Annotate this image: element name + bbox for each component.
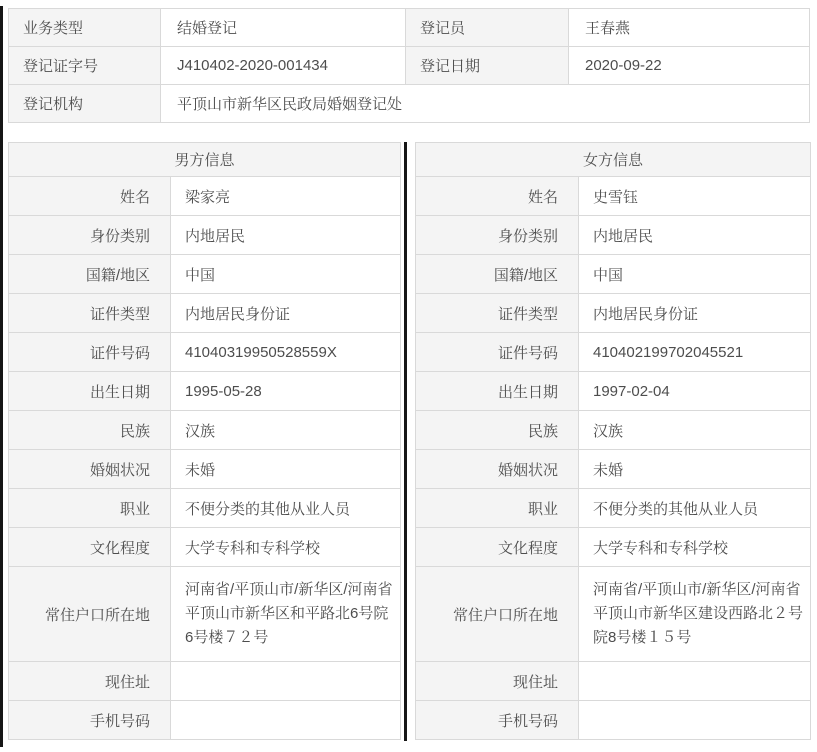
table-row — [9, 85, 810, 123]
field-value: 大学专科和专科学校 — [171, 528, 401, 567]
field-label: 手机号码 — [9, 701, 171, 740]
authority-value: 平顶山市新华区民政局婚姻登记处 — [161, 85, 810, 123]
table-row — [9, 47, 810, 85]
registrar-label: 登记员 — [406, 9, 569, 47]
table-row — [9, 372, 401, 411]
business-type-value: 结婚登记 — [161, 9, 406, 47]
table-row — [416, 450, 811, 489]
date-label: 登记日期 — [406, 47, 569, 85]
table-row — [416, 294, 811, 333]
table-row — [9, 177, 401, 216]
field-label: 职业 — [9, 489, 171, 528]
field-label: 出生日期 — [416, 372, 579, 411]
table-row — [416, 372, 811, 411]
table-row — [9, 662, 401, 701]
field-label: 婚姻状况 — [9, 450, 171, 489]
registrar-value: 王春燕 — [569, 9, 810, 47]
table-row — [9, 294, 401, 333]
table-row — [9, 489, 401, 528]
business-type-label: 业务类型 — [9, 9, 161, 47]
field-label: 文化程度 — [416, 528, 579, 567]
field-label: 证件类型 — [9, 294, 171, 333]
field-value: 1995-05-28 — [171, 372, 401, 411]
field-value — [171, 662, 401, 701]
field-label: 证件号码 — [9, 333, 171, 372]
female-table-title: 女方信息 — [416, 143, 811, 177]
date-value: 2020-09-22 — [569, 47, 810, 85]
field-label: 身份类别 — [9, 216, 171, 255]
field-label: 现住址 — [416, 662, 579, 701]
field-value: 中国 — [171, 255, 401, 294]
field-value: 汉族 — [579, 411, 811, 450]
field-label: 出生日期 — [9, 372, 171, 411]
table-row — [9, 450, 401, 489]
field-value: 河南省/平顶山市/新华区/河南省平顶山市新华区建设西路北２号院8号楼１５号 — [579, 567, 811, 662]
table-row — [9, 216, 401, 255]
registration-summary-table — [8, 8, 810, 123]
table-row — [416, 528, 811, 567]
field-value: 梁家亮 — [171, 177, 401, 216]
field-value: 41040319950528559X — [171, 333, 401, 372]
field-label: 婚姻状况 — [416, 450, 579, 489]
field-label: 国籍/地区 — [416, 255, 579, 294]
field-value: 内地居民 — [579, 216, 811, 255]
table-row — [9, 255, 401, 294]
left-edge-line — [0, 6, 3, 747]
field-label: 常住户口所在地 — [9, 567, 171, 662]
field-value: 内地居民 — [171, 216, 401, 255]
field-label: 职业 — [416, 489, 579, 528]
field-value: 1997-02-04 — [579, 372, 811, 411]
field-label: 手机号码 — [416, 701, 579, 740]
field-value: 河南省/平顶山市/新华区/河南省平顶山市新华区和平路北6号院6号楼７２号 — [171, 567, 401, 662]
field-value: 不便分类的其他从业人员 — [171, 489, 401, 528]
table-header-row — [416, 143, 811, 177]
table-row — [416, 216, 811, 255]
field-value — [579, 662, 811, 701]
cert-no-label: 登记证字号 — [9, 47, 161, 85]
table-row — [416, 567, 811, 662]
female-info-table — [415, 142, 811, 740]
table-row — [9, 411, 401, 450]
authority-label: 登记机构 — [9, 85, 161, 123]
field-value: 史雪钰 — [579, 177, 811, 216]
table-row — [9, 9, 810, 47]
male-info-table — [8, 142, 401, 740]
field-label: 文化程度 — [9, 528, 171, 567]
table-row — [9, 701, 401, 740]
field-value: 未婚 — [171, 450, 401, 489]
table-row — [416, 255, 811, 294]
field-value: 大学专科和专科学校 — [579, 528, 811, 567]
field-label: 身份类别 — [416, 216, 579, 255]
table-row — [9, 567, 401, 662]
field-label: 国籍/地区 — [9, 255, 171, 294]
field-value: 未婚 — [579, 450, 811, 489]
field-value: 410402199702045521 — [579, 333, 811, 372]
field-label: 证件类型 — [416, 294, 579, 333]
male-table-title: 男方信息 — [9, 143, 401, 177]
middle-edge-line — [404, 142, 407, 741]
table-row — [9, 528, 401, 567]
field-value — [579, 701, 811, 740]
field-label: 民族 — [9, 411, 171, 450]
table-row — [416, 701, 811, 740]
field-value: 汉族 — [171, 411, 401, 450]
field-value: 不便分类的其他从业人员 — [579, 489, 811, 528]
field-label: 姓名 — [9, 177, 171, 216]
field-value: 内地居民身份证 — [171, 294, 401, 333]
cert-no-value: J410402-2020-001434 — [161, 47, 406, 85]
field-value — [171, 701, 401, 740]
field-label: 常住户口所在地 — [416, 567, 579, 662]
table-row — [416, 177, 811, 216]
table-row — [416, 662, 811, 701]
table-row — [416, 489, 811, 528]
field-label: 证件号码 — [416, 333, 579, 372]
field-value: 内地居民身份证 — [579, 294, 811, 333]
table-row — [416, 333, 811, 372]
field-label: 现住址 — [9, 662, 171, 701]
field-label: 民族 — [416, 411, 579, 450]
table-row — [416, 411, 811, 450]
table-header-row — [9, 143, 401, 177]
field-value: 中国 — [579, 255, 811, 294]
table-row — [9, 333, 401, 372]
field-label: 姓名 — [416, 177, 579, 216]
